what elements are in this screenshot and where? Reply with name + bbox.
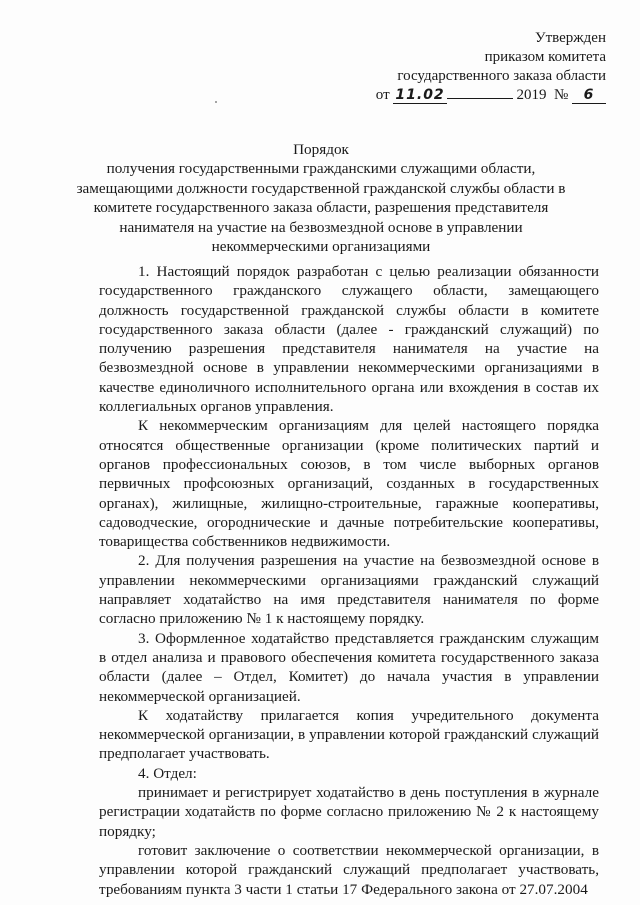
document-subtitle-line: замещающими должности государственной гражданской службы области в [76,179,566,197]
paragraph-item-3: 3. Оформленное ходатайство представляется гражданским служащим в отдел анализа и правового обеспечения комитета государственного заказа области (далее – Отдел, Комитет) до начала участия в управлении некоммерческой организацией. [99,629,599,705]
document-subtitle-line: нанимателя на участие на безвозмездной основе в управлении [119,218,523,236]
paragraph-registration: принимает и регистрирует ходатайство в день поступления в журнале регистрации ходатайств по форме согласно приложению № 2 к настоящему порядку; [99,784,599,840]
document-title: Порядок [293,141,349,158]
document-subtitle-line: некоммерческими организациями [211,238,431,256]
document-subtitle-line: комитете государственного заказа области, разрешения представителя [93,199,549,217]
approval-date-prefix: от [375,87,390,103]
approval-line-approved: Утвержден [534,30,606,46]
paragraph-nonprofit-definition: К некоммерческим организациям для целей настоящего порядка относятся общественные организации (кроме политических партий и органов профессиональных союзов, в том числе выборных органов первичных профсоюзных организаций, созданных в государственных органах), жилищные, жилищно-строительные, гаражные кооперативы, садоводческие, огороднические и дачные потребительские кооперативы, товарищества собственников недвижимости. [99,417,599,551]
approval-stamp-block [366,29,606,105]
paragraph-item-1: 1. Настоящий порядок разработан с целью реализации обязанности государственного гражданского служащего области, замещающего должность государственной гражданской службы области в комитете государственного заказа области (далее - гражданский служащий) по получению разрешения представителя нанимателя на участие на безвозмездной основе в управлении некоммерческими организациями в качестве единоличного исполнительного органа или вхождения в состав их коллегиальных органов управления. [99,263,599,416]
paragraph-attachment: К ходатайству прилагается копия учредительного документа некоммерческой организации, в управлении которой гражданский служащий предполагает участвовать. [99,706,599,763]
approval-line-order: приказом комитета [484,49,606,65]
paragraph-conclusion: готовит заключение о соответствии некоммерческой организации, в управлении которой гражданский служащий предполагает участвовать, требованиям пункта 3 части 1 статьи 17 Федерального закона от 27.07.2004 [99,841,599,898]
approval-number-sign: № [553,87,569,103]
approval-date-blank [447,98,513,99]
paragraph-item-4: 4. Отдел: [138,764,197,782]
scan-speck [215,101,217,103]
approval-number-value: 6 [572,87,606,104]
document-body [99,262,599,899]
approval-date-year: 2019 [516,87,547,103]
document-title-block [70,140,572,256]
approval-date-day: 11.02 [395,87,445,103]
document-subtitle-line: получения государственными гражданскими служащими области, [106,160,536,178]
paragraph-item-2: 2. Для получения разрешения на участие на безвозмездной основе в управлении некоммерческими организациями гражданский служащий направляет ходатайство на имя представителя нанимателя по форме согласно приложению № 1 к настоящему порядку. [99,552,599,628]
approval-date-line [366,86,606,105]
approval-line-committee: государственного заказа области [397,68,606,84]
